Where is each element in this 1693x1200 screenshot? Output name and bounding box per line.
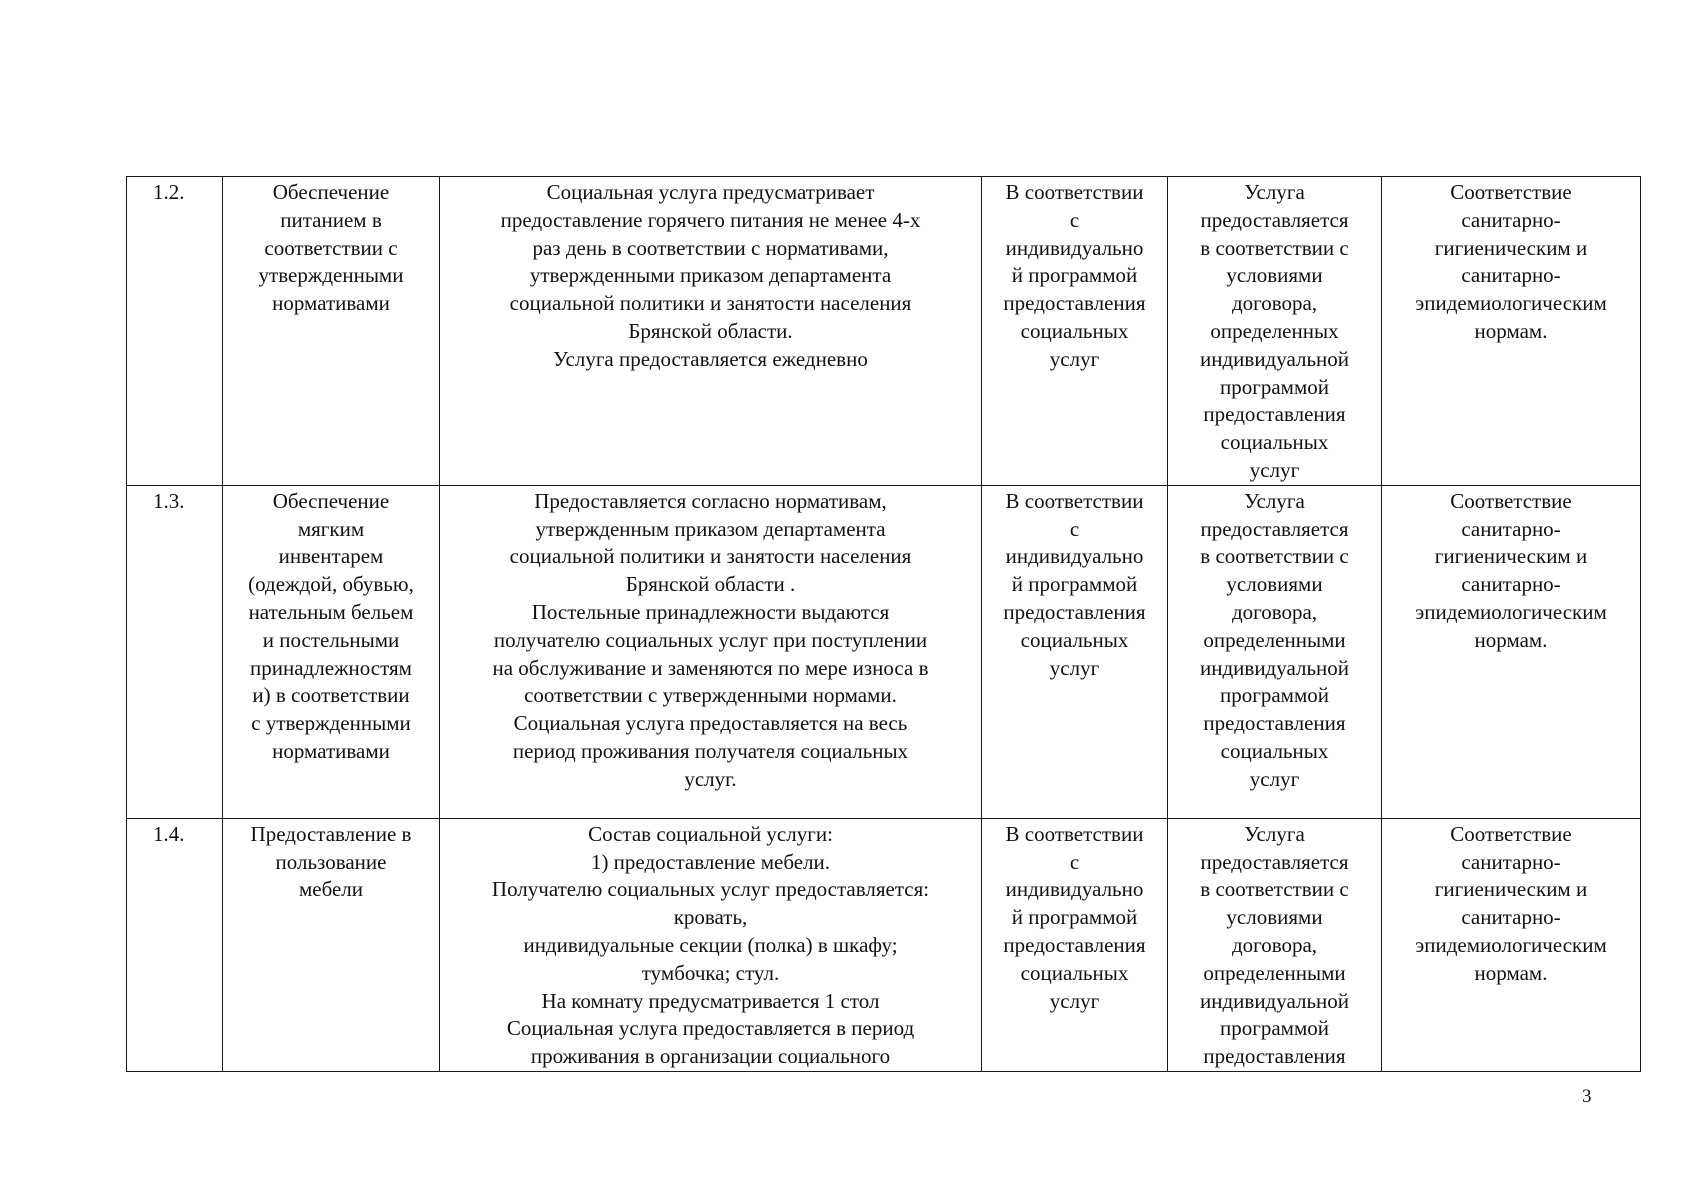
social-services-table <box>126 176 1641 1072</box>
page-number: 3 <box>1582 1086 1592 1107</box>
service-name: Обеспечение мягким инвентарем (одеждой, обувью, нательным бельем и постельными принадлежностям и) в соответствии с утвержденными нормативами <box>223 485 440 818</box>
service-timing: Услуга предоставляется в соответствии с условиями договора, определенными индивидуальной программой предоставления <box>1168 818 1382 1071</box>
service-number: 1.2. <box>127 177 223 486</box>
table-row <box>127 485 1641 818</box>
service-quality: Соответствие санитарно- гигиеническим и санитарно- эпидемиологическим нормам. <box>1382 177 1641 486</box>
service-description: Предоставляется согласно нормативам, утвержденным приказом департамента социальной политики и занятости населения Брянской области . Постельные принадлежности выдаются получателю социальных услуг при поступлении на обслуживание и заменяются по мере износа в соответствии с утвержденными нормами. Социальная услуга предоставляется на весь период проживания получателя социальных услуг. <box>440 485 982 818</box>
service-timing: Услуга предоставляется в соответствии с условиями договора, определенных индивидуальной программой предоставления социальных услуг <box>1168 177 1382 486</box>
service-quality: Соответствие санитарно- гигиеническим и санитарно- эпидемиологическим нормам. <box>1382 485 1641 818</box>
service-description: Социальная услуга предусматривает предоставление горячего питания не менее 4-х раз день в соответствии с нормативами, утвержденными приказом департамента социальной политики и занятости населения Брянской области. Услуга предоставляется ежедневно <box>440 177 982 486</box>
service-name: Обеспечение питанием в соответствии с утвержденными нормативами <box>223 177 440 486</box>
service-number: 1.3. <box>127 485 223 818</box>
service-quality: Соответствие санитарно- гигиеническим и санитарно- эпидемиологическим нормам. <box>1382 818 1641 1071</box>
service-description: Состав социальной услуги: 1) предоставление мебели. Получателю социальных услуг предоставляется: кровать, индивидуальные секции (полка) в шкафу; тумбочка; стул. На комнату предусматривается 1 стол Социальная услуга предоставляется в период проживания в организации социального <box>440 818 982 1071</box>
table-row <box>127 818 1641 1071</box>
service-volume: В соответствии с индивидуально й программой предоставления социальных услуг <box>982 177 1168 486</box>
table-row <box>127 177 1641 486</box>
service-number: 1.4. <box>127 818 223 1071</box>
service-volume: В соответствии с индивидуально й программой предоставления социальных услуг <box>982 818 1168 1071</box>
service-volume: В соответствии с индивидуально й программой предоставления социальных услуг <box>982 485 1168 818</box>
service-timing: Услуга предоставляется в соответствии с условиями договора, определенными индивидуальной программой предоставления социальных услуг <box>1168 485 1382 818</box>
service-name: Предоставление в пользование мебели <box>223 818 440 1071</box>
